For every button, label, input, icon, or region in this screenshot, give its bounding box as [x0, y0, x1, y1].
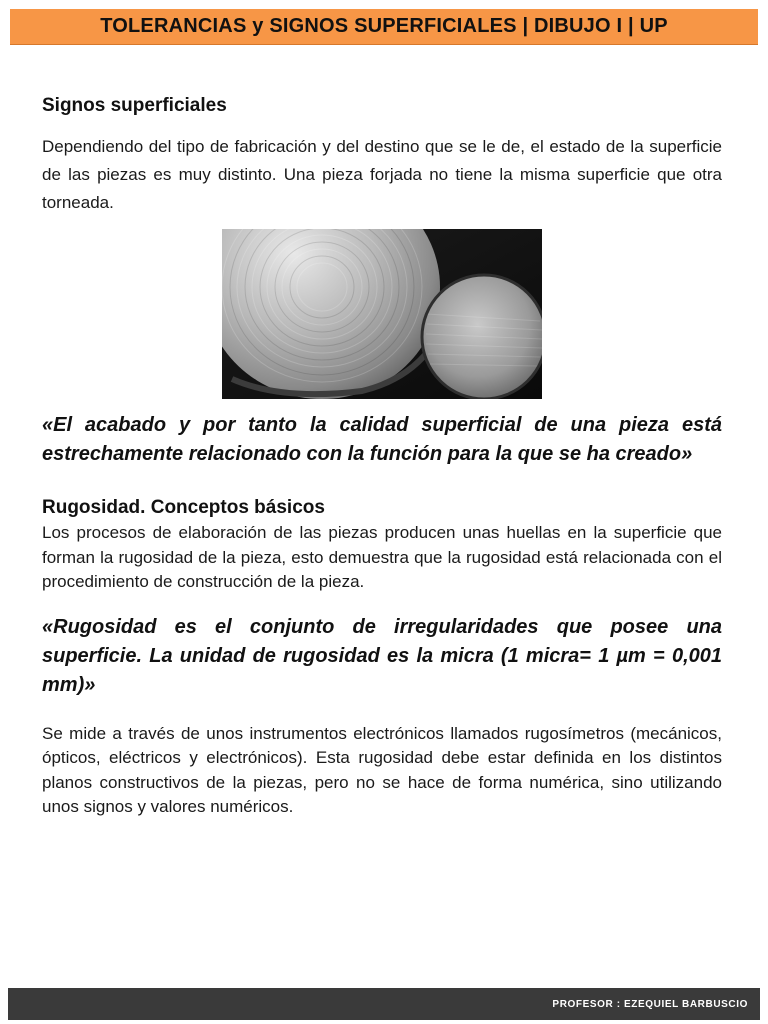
quote-acabado: «El acabado y por tanto la calidad superficial de una pieza está estrechamente relacionado con la función para la que se ha creado»	[42, 414, 722, 465]
intro-paragraph: Dependiendo del tipo de fabricación y del destino que se le de, el estado de la superficie de las piezas es muy distinto. Una pieza forjada no tiene la misma superficie que otra torneada.	[42, 137, 722, 212]
rugosimetros-paragraph: Se mide a través de unos instrumentos electrónicos llamados rugosímetros (mecánicos, ópticos, eléctricos y electrónicos). Esta rugosidad debe estar definida en los distintos planos constructivos de la piezas, pero no se hace de forma numérica, sino utilizando unos signos y valores numéricos.	[42, 723, 722, 816]
quote-rugosidad-definition: «Rugosidad es el conjunto de irregularidades que posee una superficie. La unidad de rugosidad es la micra (1 micra= 1 µm = 0,001 mm)»	[42, 615, 722, 696]
metal-surfaces-photo	[222, 229, 542, 399]
photo-container	[42, 229, 722, 399]
footer-bar	[8, 988, 760, 1020]
document-title: TOLERANCIAS y SIGNOS SUPERFICIALES | DIBUJO I | UP	[100, 15, 668, 37]
rugosidad-paragraph: Los procesos de elaboración de las piezas producen unas huellas en la superficie que forman la rugosidad de la pieza, esto demuestra que la rugosidad está relacionada con el procedimiento de construcción de la pieza.	[42, 523, 722, 591]
page-content	[42, 95, 722, 820]
footer-professor-name: PROFESOR : EZEQUIEL BARBUSCIO	[552, 998, 748, 1010]
section-title-rugosidad: Rugosidad. Conceptos básicos	[42, 497, 325, 518]
header-bar	[10, 9, 758, 45]
section-title-signos: Signos superficiales	[42, 95, 227, 116]
